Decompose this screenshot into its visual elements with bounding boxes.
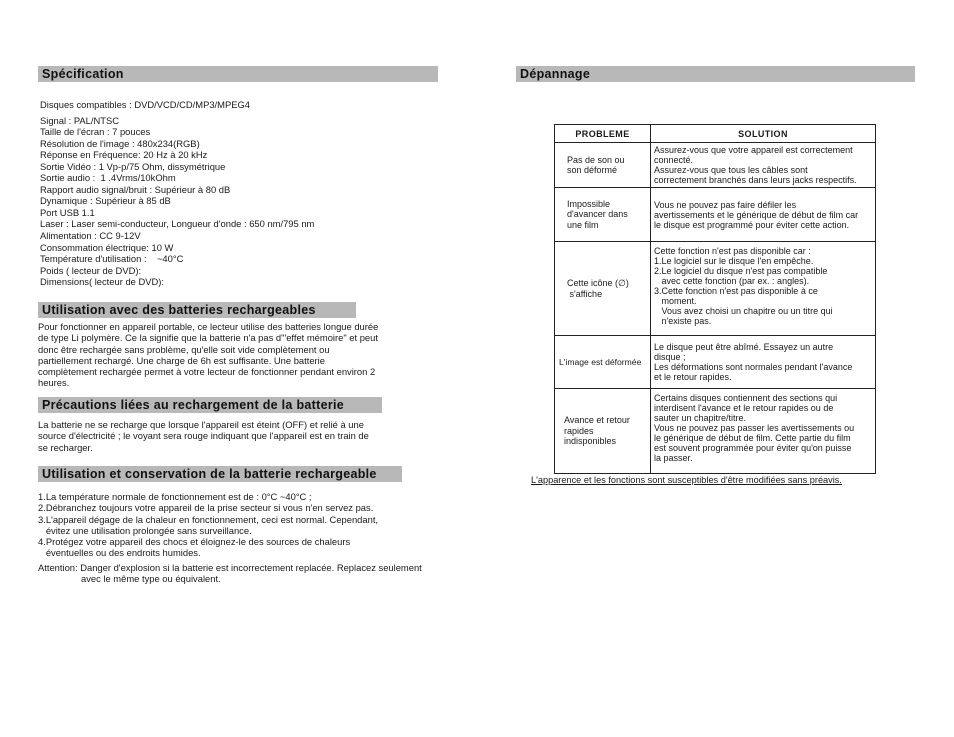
spec-line: Réponse en Fréquence: 20 Hz à 20 kHz [40, 149, 208, 161]
batteries-line: donc être rechargée sans problème, qu'elle soit vide complètement ou [38, 343, 330, 355]
problem-text: Avance et retour [564, 415, 630, 426]
spec-line: Température d'utilisation : ~40°C [40, 253, 184, 265]
solution-text: connecté. [654, 155, 694, 165]
batteries-line: Pour fonctionner en appareil portable, ce lecteur utilise des batteries longue durée [38, 321, 379, 332]
spec-line: Sortie audio : 1 .4Vrms/10kOhm [40, 172, 176, 184]
conservation-heading: Utilisation et conservation de la batterie rechargeable [38, 466, 402, 482]
batteries-heading: Utilisation avec des batteries rechargeables [38, 302, 356, 318]
problem-cell [555, 242, 651, 336]
problem-cell [555, 143, 651, 188]
problem-text: indisponibles [564, 436, 617, 447]
solution-cell [651, 242, 876, 336]
solution-text: correctement branchés dans leurs jacks respectifs. [654, 175, 857, 185]
spec-line: Disques compatibles : DVD/VCD/CD/MP3/MPEG4 [40, 99, 250, 110]
solution-text: avec cette fonction (par ex. : angles). [654, 276, 810, 286]
batteries-line: partiellement rechargé. Une charge de 6h est suffisante. Une batterie [38, 354, 325, 366]
solution-text: la passer. [654, 453, 693, 463]
solution-cell [651, 336, 876, 389]
problem-text: Pas de son ou [567, 154, 625, 165]
precautions-heading: Précautions liées au rechargement de la batterie [38, 397, 382, 413]
table-row [555, 242, 876, 336]
table-header-row [555, 125, 876, 143]
solution-text: 2.Le logiciel du disque n'est pas compatible [654, 266, 828, 276]
solution-text: Cette fonction n'est pas disponible car : [654, 246, 811, 256]
spec-heading: Spécification [38, 66, 438, 82]
solution-text: Vous avez choisi un chapitre ou un titre qui [654, 306, 833, 316]
table-row [555, 389, 876, 474]
conservation-item: 4.Protégez votre appareil des chocs et éloignez-le des sources de chaleurs [38, 536, 351, 548]
spec-line: Signal : PAL/NTSC [40, 114, 120, 126]
conservation-list [38, 491, 378, 559]
spec-line: Consommation électrique: 10 W [40, 241, 174, 253]
spec-line: Rapport audio signal/bruit : Supérieur à 80 dB [40, 183, 231, 195]
spec-line: Taille de l'écran : 7 pouces [40, 126, 151, 138]
solution-text: Assurez-vous que votre appareil est correctement [654, 145, 853, 155]
solution-text: Le disque peut être abîmé. Essayez un autre [654, 342, 834, 352]
spec-line: Poids ( lecteur de DVD): [40, 264, 142, 276]
spec-line: Dynamique : Supérieur à 85 dB [40, 195, 171, 207]
spec-line: Alimentation : CC 9-12V [40, 230, 141, 242]
precautions-line: source d'électricité ; le voyant sera rouge indiquant que l'appareil est en train de [38, 430, 369, 442]
batteries-line: heures. [38, 377, 70, 389]
problem-text: Impossible [567, 198, 611, 209]
solution-text: n'existe pas. [654, 316, 712, 326]
column-header-problem: PROBLEME [555, 125, 651, 143]
problem-cell [555, 188, 651, 242]
solution-text: Vous ne pouvez pas faire défiler les [654, 200, 797, 210]
precautions-paragraph [38, 419, 369, 453]
disclaimer-note: L'apparence et les fonctions sont susceptibles d'être modifiées sans préavis. [531, 475, 842, 485]
solution-text: moment. [654, 296, 697, 306]
spec-line: Sortie Vidéo : 1 Vp-p/75 Ohm, dissymétrique [40, 160, 226, 172]
troubleshooting-heading: Dépannage [516, 66, 915, 82]
table-row [555, 143, 876, 188]
column-header-solution: SOLUTION [651, 125, 876, 143]
problem-cell [555, 389, 651, 474]
solution-text: 3.Cette fonction n'est pas disponible à ce [654, 286, 818, 296]
conservation-item: 1.La température normale de fonctionnement est de : 0°C ~40°C ; [38, 491, 312, 502]
spec-list [40, 99, 314, 288]
spec-line: Laser : Laser semi-conducteur, Longueur d'onde : 650 nm/795 nm [40, 218, 315, 230]
attention-line-2: avec le même type ou équivalent. [81, 573, 221, 584]
solution-text: 1.Le logiciel sur le disque l'en empêche. [654, 256, 814, 266]
attention-line-1: Attention: Danger d'explosion si la batterie est incorrectement replacée. Replacez seulement [38, 562, 422, 573]
solution-cell [651, 188, 876, 242]
solution-text: le générique de début de film. Cette partie du film [654, 433, 851, 443]
solution-text: Vous ne pouvez pas passer les avertissements ou [654, 423, 855, 433]
problem-text: s'affiche [567, 288, 603, 299]
solution-text: sauter un chapitre/titre. [654, 413, 747, 423]
batteries-line: de type Li polymère. Ce la signifie que la batterie n'a pas d'"effet mémoire" et peut [38, 332, 378, 344]
solution-text: interdisent l'avance et le retour rapides ou de [654, 403, 834, 413]
table-row [555, 336, 876, 389]
spec-line: Résolution de l'image : 480x234(RGB) [40, 137, 200, 149]
spec-line: Dimensions( lecteur de DVD): [40, 276, 164, 288]
solution-cell [651, 389, 876, 474]
solution-text: le disque est programmé pour éviter cette action. [654, 220, 850, 230]
solution-text: avertissements et le générique de début de film car [654, 210, 859, 220]
conservation-item: 2.Débranchez toujours votre appareil de la prise secteur si vous n'en servez pas. [38, 502, 374, 514]
problem-text: son déformé [567, 165, 618, 175]
solution-text: Assurez-vous que tous les câbles sont [654, 165, 808, 175]
problem-text: L'image est déformée [559, 356, 642, 367]
problem-text: Cette icône (∅) [567, 278, 629, 288]
solution-text: Certains disques contiennent des sections qui [654, 393, 838, 403]
solution-text: disque ; [654, 352, 686, 362]
precautions-line: se recharger. [38, 441, 93, 453]
solution-text: et le retour rapides. [654, 372, 732, 382]
solution-text: est souvent programmée pour éviter qu'on puisse [654, 443, 852, 453]
spec-line: Port USB 1.1 [40, 206, 95, 218]
conservation-item: 3.L'appareil dégage de la chaleur en fonctionnement, ceci est normal. Cependant, [38, 513, 379, 525]
conservation-item: évitez une utilisation prolongée sans surveillance. [38, 524, 252, 536]
table-row [555, 188, 876, 242]
precautions-line: La batterie ne se recharge que lorsque l'appareil est éteint (OFF) et relié à une [38, 419, 364, 430]
conservation-item: éventuelles ou des endroits humides. [38, 547, 201, 559]
problem-text: d'avancer dans [567, 209, 628, 220]
solution-cell [651, 143, 876, 188]
problem-text: rapides [564, 425, 594, 436]
troubleshooting-table [554, 124, 876, 474]
batteries-line: complètement rechargée permet à votre lecteur de fonctionner pendant environ 2 [38, 366, 376, 378]
problem-cell [555, 336, 651, 389]
batteries-paragraph [38, 321, 378, 389]
solution-text: Les déformations sont normales pendant l'avance [654, 362, 853, 372]
problem-text: une film [567, 219, 599, 230]
